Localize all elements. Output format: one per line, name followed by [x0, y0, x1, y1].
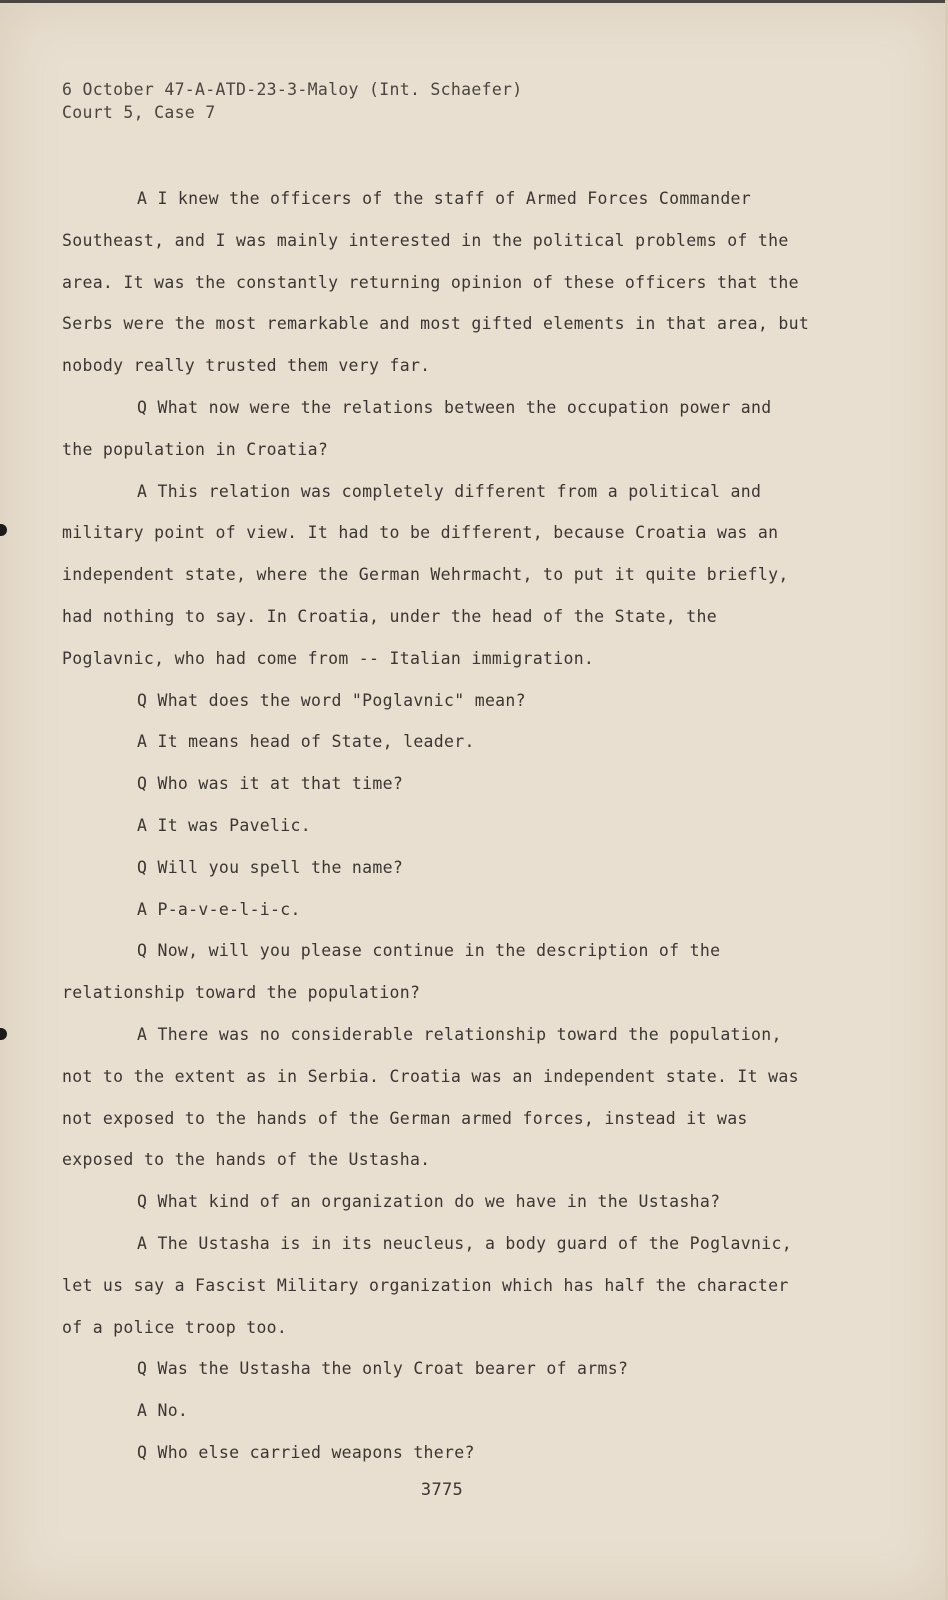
- text-line: Q Now, will you please continue in the description of the: [137, 941, 721, 961]
- binder-hole: [0, 1028, 7, 1040]
- text-line: military point of view. It had to be different, because Croatia was an: [62, 523, 779, 543]
- text-line: Poglavnic, who had come from -- Italian immigration.: [62, 648, 595, 668]
- text-line: A It means head of State, leader.: [137, 732, 475, 752]
- transcript-body: [62, 178, 892, 1474]
- text-line: Q Who else carried weapons there?: [137, 1442, 475, 1462]
- document-header: [62, 78, 523, 124]
- text-line: Q What now were the relations between the occupation power and: [137, 397, 772, 417]
- header-date-line: 6 October 47-A-ATD-23-3-Maloy (Int. Schaefer): [62, 80, 523, 99]
- text-line: Q Will you spell the name?: [137, 857, 404, 877]
- text-line: A This relation was completely different from a political and: [137, 481, 762, 501]
- text-line: nobody really trusted them very far.: [62, 356, 431, 376]
- text-line: let us say a Fascist Military organization which has half the character: [62, 1275, 789, 1295]
- text-line: area. It was the constantly returning opinion of these officers that the: [62, 272, 799, 292]
- text-line: Southeast, and I was mainly interested in the political problems of the: [62, 230, 789, 250]
- text-line: Q Was the Ustasha the only Croat bearer of arms?: [137, 1359, 629, 1379]
- text-line: Q What kind of an organization do we have in the Ustasha?: [137, 1192, 721, 1212]
- text-line: the population in Croatia?: [62, 439, 329, 459]
- text-line: A It was Pavelic.: [137, 815, 311, 835]
- text-line: not exposed to the hands of the German armed forces, instead it was: [62, 1108, 748, 1128]
- text-line: of a police troop too.: [62, 1317, 288, 1337]
- text-line: independent state, where the German Wehrmacht, to put it quite briefly,: [62, 565, 789, 585]
- page-number: 3775: [420, 1480, 464, 1500]
- text-line: Q Who was it at that time?: [137, 774, 404, 794]
- text-line: had nothing to say. In Croatia, under the head of the State, the: [62, 606, 717, 626]
- binder-hole: [0, 524, 7, 536]
- text-line: A No.: [137, 1401, 189, 1421]
- text-line: A I knew the officers of the staff of Armed Forces Commander: [137, 189, 752, 208]
- header-court-line: Court 5, Case 7: [62, 103, 216, 122]
- text-line: A There was no considerable relationship toward the population,: [137, 1024, 782, 1044]
- text-line: relationship toward the population?: [62, 983, 421, 1003]
- text-line: not to the extent as in Serbia. Croatia was an independent state. It was: [62, 1066, 799, 1086]
- page-top-edge: [0, 0, 948, 3]
- text-line: Q What does the word "Poglavnic" mean?: [137, 690, 526, 710]
- text-line: A P-a-v-e-l-i-c.: [137, 899, 301, 919]
- text-line: exposed to the hands of the Ustasha.: [62, 1150, 431, 1170]
- text-line: A The Ustasha is in its neucleus, a body guard of the Poglavnic,: [137, 1233, 792, 1253]
- text-line: Serbs were the most remarkable and most gifted elements in that area, but: [62, 314, 810, 334]
